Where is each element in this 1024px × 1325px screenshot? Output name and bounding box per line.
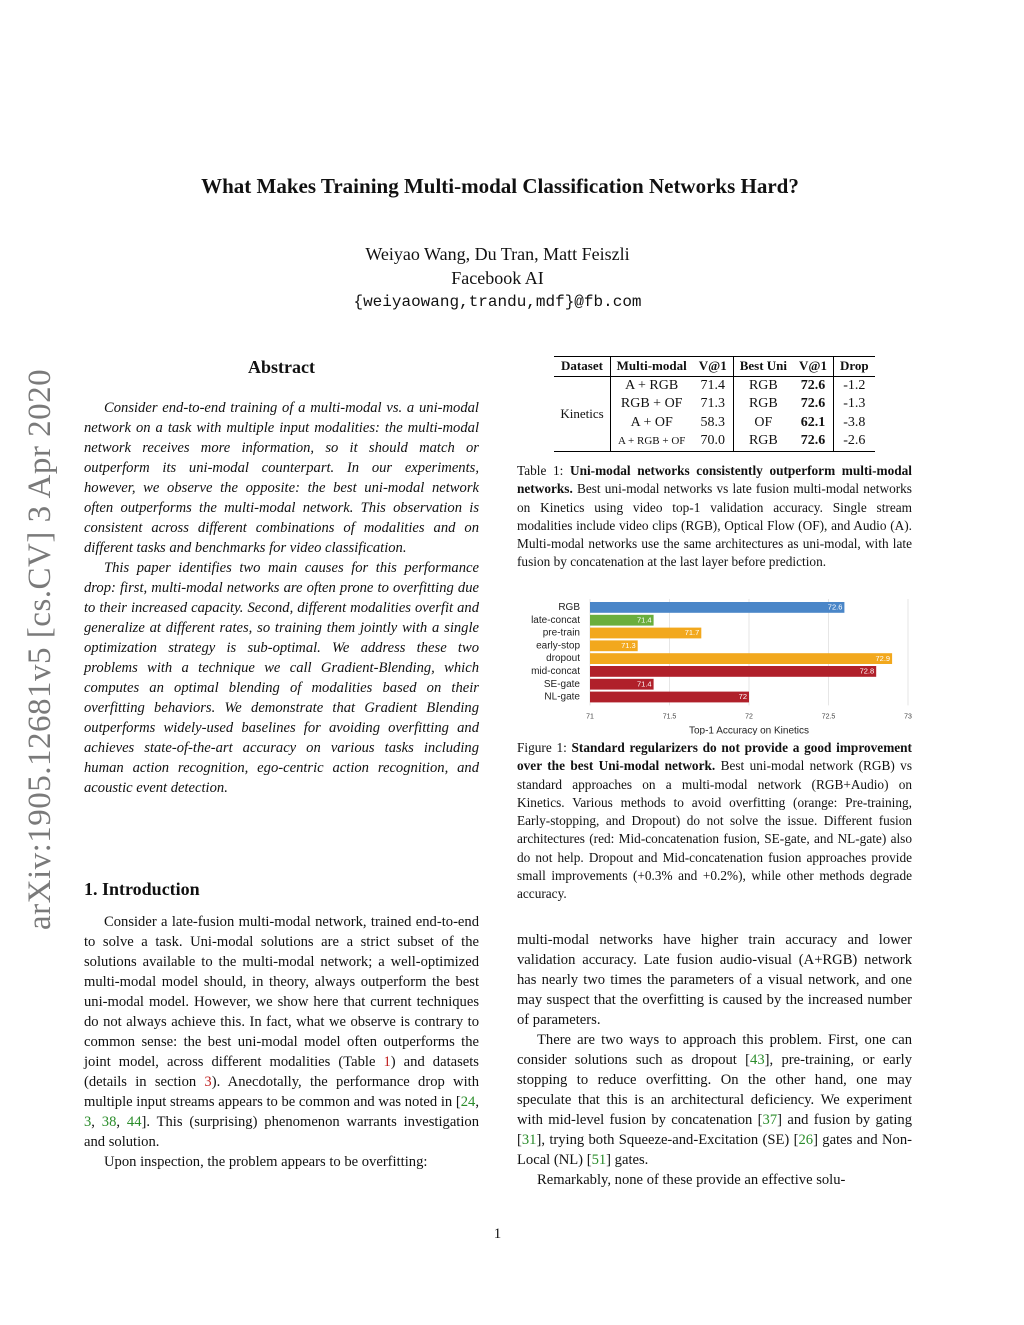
category-label: early-stop — [536, 640, 580, 652]
table-cell: 70.0 — [693, 432, 733, 451]
x-tick-label: 72.5 — [821, 713, 836, 721]
table-cell: 72.6 — [793, 432, 833, 451]
table-ref-link[interactable]: 1 — [383, 1054, 391, 1070]
table-cell: A + RGB — [625, 377, 679, 393]
intro-text: ]. This (surprising) phenomenon warrants investigation and solution. — [84, 1114, 480, 1150]
x-tick-label: 71 — [586, 713, 594, 721]
table-cell: 72.6 — [793, 376, 833, 395]
table-cell: A + OF — [630, 414, 673, 430]
abstract-section — [84, 357, 479, 798]
table-header-v1: V@1 — [693, 357, 733, 377]
table-cell: -2.6 — [843, 433, 866, 449]
citation-link[interactable]: 51 — [591, 1152, 607, 1168]
table-cell: -1.2 — [843, 377, 866, 393]
figure-caption — [517, 739, 912, 904]
introduction-heading: 1. Introduction — [84, 879, 200, 899]
bar-value-label: 72.9 — [875, 653, 891, 663]
bar-value-label: 72.8 — [859, 666, 875, 676]
body-text: ] and fusion by gating [ — [517, 1112, 912, 1148]
category-label: dropout — [546, 653, 580, 665]
citation-link[interactable]: 43 — [750, 1052, 765, 1068]
category-label: RGB — [558, 602, 580, 613]
body-text: ], trying both Squeeze-and-Excitation (SE) [ — [536, 1132, 799, 1148]
table-cell: OF — [754, 414, 773, 430]
table-header-multimodal: Multi-modal — [610, 357, 693, 377]
category-label: late-concat — [531, 614, 580, 626]
bar — [590, 666, 876, 677]
table-cell: 58.3 — [693, 414, 733, 433]
table-caption-label: Table 1: — [517, 463, 570, 478]
table-header-v1: V@1 — [793, 357, 833, 377]
figure-caption-label: Figure 1: — [517, 740, 572, 755]
right-column-body — [517, 930, 912, 1190]
citation-link[interactable]: 3 — [84, 1114, 92, 1130]
figure-caption-bold: Standard regularizers do not provide a good improvement over the best Uni-modal network. — [517, 740, 912, 774]
page-number: 1 — [493, 1226, 502, 1242]
citation-link[interactable]: 31 — [521, 1132, 537, 1148]
table-header-drop: Drop — [834, 357, 875, 377]
section-ref-link[interactable]: 3 — [204, 1074, 212, 1090]
table-header-dataset: Dataset — [554, 357, 610, 377]
table-caption-text: Best uni-modal networks vs late fusion multi-modal networks on Kinetics using video top-1 validation accuracy. Single stream modalities include video clips (RGB), Optical Flow (OF), and Audio (A). Multi-modal networks use the same architectures as uni-modal, with late fusion by concatenation at the last layer before prediction. — [517, 481, 912, 570]
body-text: ] gates and Non-Local (NL) [ — [517, 1132, 913, 1168]
x-tick-label: 73 — [904, 713, 912, 721]
table-cell: RGB — [748, 396, 778, 412]
right-paragraph-1: multi-modal networks have higher train accuracy and lower validation accuracy. Late fusion audio-visual (A+RGB) network has nearly two times the parameters of a visual network, and one may suspect that the overfitting is caused by the increased number of parameters. — [517, 932, 912, 1028]
bar-value-label: 72.6 — [827, 602, 843, 612]
body-text: ], pre-training, or early stopping to reduce overfitting. On the other hand, one may speculate that this is an architectural deficiency. We experiment with mid-level fusion by concatenation [ — [517, 1052, 912, 1128]
table-cell: 72.6 — [793, 395, 833, 414]
table-cell: 71.4 — [693, 376, 733, 395]
bar-value-label: 71.3 — [621, 641, 636, 650]
bar-value-label: 72 — [738, 692, 747, 702]
x-tick-label: 72 — [745, 713, 753, 721]
bar — [590, 602, 844, 613]
citation-link[interactable]: 37 — [762, 1112, 778, 1128]
category-label: pre-train — [542, 627, 580, 639]
body-text: There are two ways to approach this problem. First, one can consider solutions such as dropout [ — [517, 1032, 912, 1068]
paper-title: What Makes Training Multi-modal Classification Networks Hard? — [201, 174, 799, 198]
emails: {weiyaowang,trandu,mdf}@fb.com — [353, 293, 642, 311]
table-header-best-uni: Best Uni — [733, 357, 793, 377]
table-row — [554, 376, 874, 395]
bar — [590, 653, 892, 664]
x-tick-label: 71.5 — [662, 713, 677, 721]
intro-text: ). Anecdotally, the performance drop with multiple input streams appears to be common and was noted in [ — [84, 1074, 479, 1110]
table-caption — [517, 462, 912, 572]
results-table-block — [517, 356, 912, 452]
intro-paragraph-1: Consider a late-fusion multi-modal network, trained end-to-end to solve a task. Uni-modal solutions are a strict subset of the solutions available to the multi-modal network; a well-optimized multi-modal model should, in theory, always outperform the best uni-modal model. However, we show here that current techniques do not always achieve this. In fact, what we observe is contrary to common sense: the best uni-modal model often outperforms the joint model, across different modalities (Table 1) and datasets (details in section 3). Anecdotally, the performance drop with multiple input streams appears to be common and was noted in [24, 3, 38, 44]. This (surprising) phenomenon warrants investigation and solution. — [84, 914, 480, 1150]
authors: Weiyao Wang, Du Tran, Matt Feiszli — [365, 244, 630, 264]
table-cell-dataset: Kinetics — [554, 376, 610, 451]
citation-link[interactable]: 44 — [126, 1114, 142, 1130]
citation-link[interactable]: 38 — [101, 1114, 117, 1130]
table-caption-bold: Uni-modal networks consistently outperform multi-modal networks. — [517, 463, 912, 497]
figure-1-chart — [520, 597, 912, 735]
category-label: NL-gate — [544, 691, 580, 703]
table-cell: 71.3 — [693, 395, 733, 414]
table-cell: A + RGB + OF — [617, 435, 686, 448]
body-text: ] gates. — [606, 1152, 649, 1168]
table-cell: RGB + OF — [620, 396, 683, 412]
citation-link[interactable]: 24 — [460, 1094, 476, 1110]
bar-value-label: 71.4 — [636, 615, 652, 625]
figure-caption-text: Best uni-modal network (RGB) vs standard approaches on a multi-modal network (RGB+Audio) on Kinetics. Various methods to avoid overfitting (orange: Pre-training, Early-stopping, and Dropout) do not solve the issue. Different fusion architectures (red: Mid-concatenation fusion, SE-gate, and NL-gate) also do not help. Dropout and Mid-concatenation fusion approaches provide small improvements (+0.3% and +0.2%), while other methods degrade accuracy. — [517, 758, 912, 902]
right-paragraph-2 — [517, 1030, 912, 1170]
table-cell: RGB — [748, 433, 778, 449]
introduction-section — [84, 879, 479, 1172]
affiliation: Facebook AI — [451, 268, 544, 288]
intro-paragraph-2: Upon inspection, the problem appears to be overfitting: — [104, 1154, 428, 1170]
category-label: mid-concat — [531, 666, 580, 677]
category-label: SE-gate — [543, 678, 580, 690]
abstract-heading: Abstract — [248, 357, 315, 377]
results-table — [554, 356, 874, 452]
right-paragraph-3: Remarkably, none of these provide an effective solu- — [537, 1172, 846, 1188]
table-cell: -3.8 — [843, 414, 866, 430]
abstract-paragraph-1: Consider end-to-end training of a multi-modal vs. a uni-modal network on a task with multiple input modalities: the multi-modal network receives more information, so it should match or outperform its uni-modal counterpart. In our experiments, however, we observe the opposite: the best uni-modal network often outperforms the multi-modal network. This observation is consistent across different combinations of modalities and on different tasks and benchmarks for video classification. — [84, 400, 479, 556]
bar-chart — [520, 597, 912, 735]
bar-value-label: 71.4 — [636, 679, 652, 689]
x-axis-label: Top-1 Accuracy on Kinetics — [688, 725, 810, 735]
abstract-paragraph-2: This paper identifies two main causes for this performance drop: first, multi-modal networks are often prone to overfitting due to their increased capacity. Second, different modalities overfit and generalize at different rates, so training them jointly with a single optimization strategy is sub-optimal. We address these two problems with a technique we call Gradient-Blending, which computes an optimal blending of modalities based on their overfitting behaviors. We demonstrate that Gradient Blending outperforms widely-used baselines for avoiding overfitting and achieves state-of-the-art accuracy on various tasks including human action recognition, ego-centric action recognition, and acoustic event detection. — [84, 560, 479, 796]
table-cell: RGB — [748, 377, 778, 393]
table-cell: -1.3 — [843, 396, 866, 412]
intro-text: ) and datasets (details in section — [84, 1054, 479, 1090]
citation-link[interactable]: 26 — [798, 1132, 814, 1148]
bar — [590, 692, 749, 703]
table-cell: 62.1 — [793, 414, 833, 433]
bar-value-label: 71.7 — [684, 628, 700, 638]
author-block — [0, 242, 995, 314]
arxiv-identifier: arXiv:1905.12681v5 [cs.CV] 3 Apr 2020 — [22, 368, 58, 930]
intro-text: Consider a late-fusion multi-modal network, trained end-to-end to solve a task. Uni-modal solutions are a strict subset of the solutions available to the multi-modal network; a well-optimized multi-modal model should, in theory, always outperform the best uni-modal model. However, we show here that current techniques do not always achieve this. In fact, what we observe is contrary to common sense: the best uni-modal model often outperforms the joint model, across different modalities (Table — [84, 914, 479, 1070]
